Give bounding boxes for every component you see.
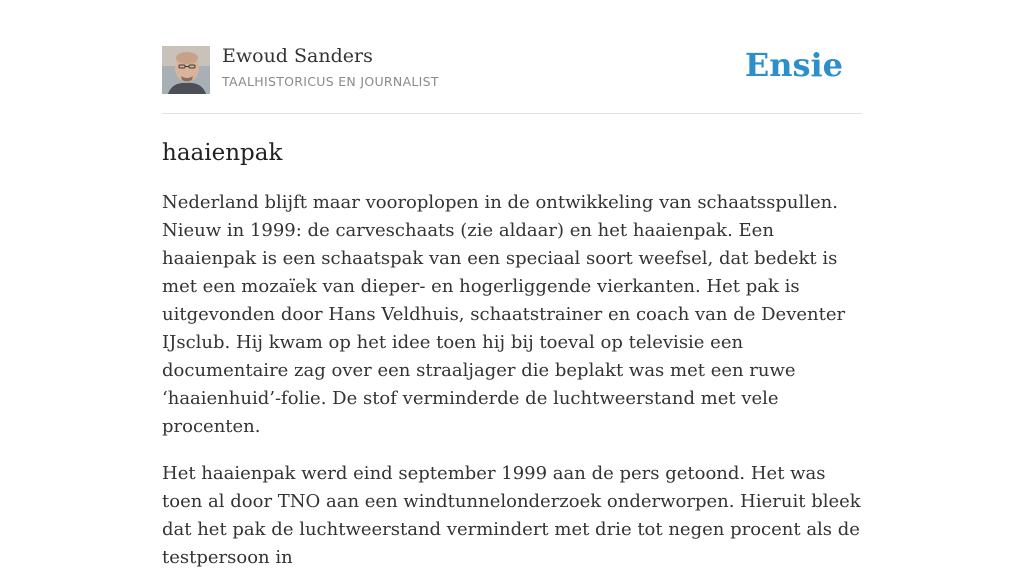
author-name[interactable]: Ewoud Sanders: [222, 45, 373, 67]
content-column: [162, 0, 862, 572]
entry-paragraph: Het haaienpak werd eind september 1999 aan de pers getoond. Het was toen al door TNO aan een windtunnelonderzoek onderworpen. Hieruit bleek dat het pak de luchtweerstand vermindert met drie tot negen procent als de testpersoon in: [162, 463, 861, 568]
avatar[interactable]: [162, 46, 210, 94]
author-role: TAALHISTORICUS EN JOURNALIST: [222, 74, 439, 89]
author-header: [162, 0, 862, 114]
ensie-logo[interactable]: Ensie: [744, 46, 843, 84]
author-photo-icon: [162, 46, 210, 94]
entry-body: [162, 189, 862, 572]
entry-paragraph: Nederland blijft maar vooroplopen in de ontwikkeling van schaatsspullen. Nieuw in 1999: de carveschaats (zie aldaar) en het haaienpak. Een haaienpak is een schaatspak van een speciaal soort weefsel, dat bedekt is met een mozaïek van dieper- en hogerliggende vierkanten. Het pak is uitgevonden door Hans Veldhuis, schaatstrainer en coach van de Deventer IJsclub. Hij kwam op het idee toen hij bij toeval op televisie een documentaire zag over een straaljager die beplakt was met een ruwe ‘haaienhuid’-folie. De stof verminderde de luchtweerstand met vele procenten.: [162, 192, 846, 437]
page-title: haaienpak: [162, 140, 283, 166]
